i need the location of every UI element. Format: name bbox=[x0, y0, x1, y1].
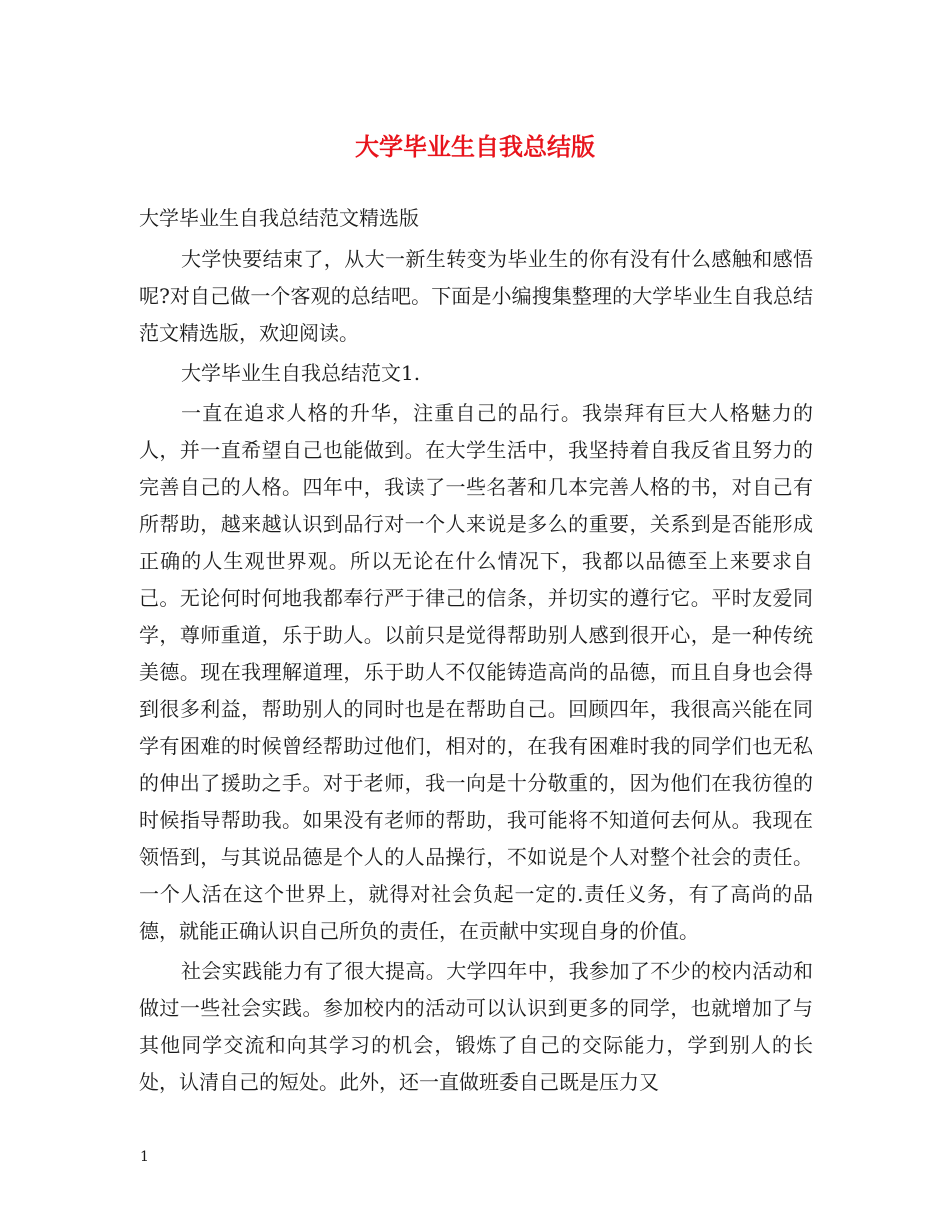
document-body bbox=[139, 200, 813, 1101]
document-title: 大学毕业生自我总结版 bbox=[355, 132, 595, 161]
section-heading: 大学毕业生自我总结范文1. bbox=[181, 361, 421, 385]
body-paragraph: 社会实践能力有了很大提高。大学四年中，我参加了不少的校内活动和做过一些社会实践。参加校内的活动可以认识到更多的同学，也就增加了与其他同学交流和向其学习的机会，锻炼了自己的交际能力，学到别人的长处，认清自己的短处。此外，还一直做班委自己既是压力又 bbox=[139, 959, 813, 1094]
document-subtitle: 大学毕业生自我总结范文精选版 bbox=[139, 206, 419, 230]
body-paragraph: 一直在追求人格的升华，注重自己的品行。我崇拜有巨大人格魅力的人，并一直希望自己也能做到。在大学生活中，我坚持着自我反省且努力的完善自己的人格。四年中，我读了一些名著和几本完善人格的书，对自己有所帮助，越来越认识到品行对一个人来说是多么的重要，关系到是否能形成正确的人生观世界观。所以无论在什么情况下，我都以品德至上来要求自己。无论何时何地我都奉行严于律己的信条，并切实的遵行它。平时友爱同学，尊师重道，乐于助人。以前只是觉得帮助别人感到很开心，是一种传统美德。现在我理解道理，乐于助人不仅能铸造高尚的品德，而且自身也会得到很多利益，帮助别人的同时也是在帮助自己。回顾四年，我很高兴能在同学有困难的时候曾经帮助过他们，相对的，在我有困难时我的同学们也无私的伸出了援助之手。对于老师，我一向是十分敬重的，因为他们在我彷徨的时候指导帮助我。如果没有老师的帮助，我可能将不知道何去何从。我现在领悟到，与其说品德是个人的人品操行，不如说是个人对整个社会的责任。一个人活在这个世界上，就得对社会负起一定的.责任义务，有了高尚的品德，就能正确认识自己所负的责任，在贡献中实现自身的价值。 bbox=[139, 401, 813, 943]
intro-paragraph: 大学快要结束了，从大一新生转变为毕业生的你有没有什么感触和感悟呢?对自己做一个客观的总结吧。下面是小编搜集整理的大学毕业生自我总结范文精选版，欢迎阅读。 bbox=[139, 247, 813, 345]
page-number: 1 bbox=[140, 1149, 149, 1165]
